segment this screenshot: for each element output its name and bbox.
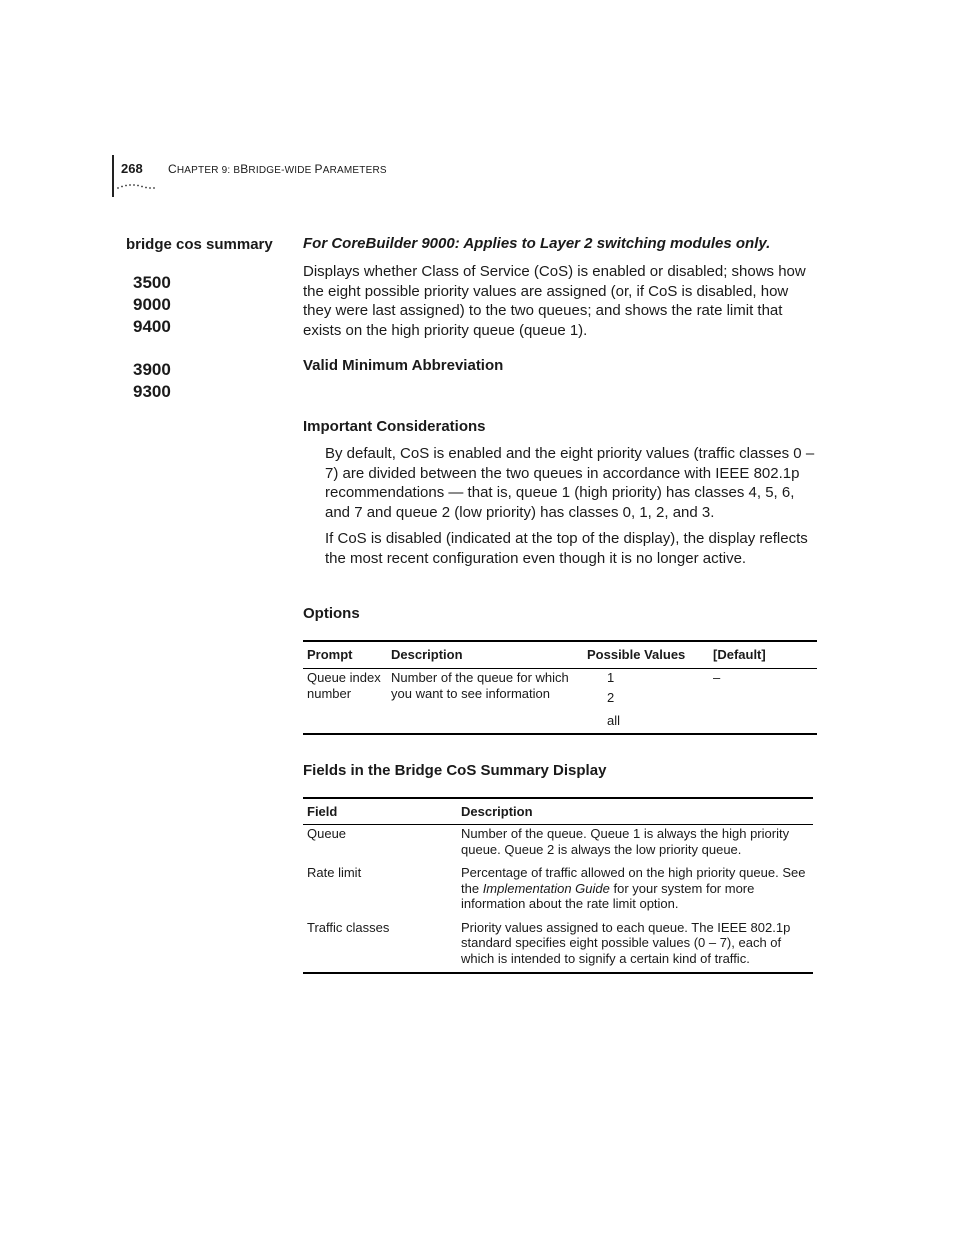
option-value: 1 [607, 670, 615, 685]
fields-header-description: Description [457, 798, 813, 825]
heading-fields: Fields in the Bridge CoS Summary Display [303, 762, 607, 779]
header-dots-ornament [116, 182, 156, 190]
applies-note: For CoreBuilder 9000: Applies to Layer 2 switching modules only. [303, 235, 771, 252]
options-header-default: [Default] [709, 641, 817, 669]
field-description: Number of the queue. Queue 1 is always the high priority queue. Queue 2 is always the low priority queue. [461, 826, 790, 857]
consideration-paragraph: By default, CoS is enabled and the eight priority values (traffic classes 0 – 7) are divided between the two queues in accordance with IEEE 802.1p recommendations — that is, queue 1 (high priority) has classes 4, 5, 6, and 7 and queue 2 (low priority) has classes 0, 1, 2, and 3. [325, 445, 815, 521]
consideration-paragraph: If CoS is disabled (indicated at the top of the display), the display reflects the most recent configuration even though it is no longer active. [325, 530, 808, 567]
table-row [303, 865, 813, 920]
heading-options: Options [303, 605, 360, 622]
page-number: 268 [121, 161, 143, 176]
fields-header-field: Field [303, 798, 457, 825]
chapter-title-b: B [240, 162, 249, 176]
platform-label: 3900 [133, 360, 171, 379]
chapter-title: CHAPTER 9: BBRIDGE-WIDE PARAMETERS [168, 162, 387, 176]
platform-label: 9300 [133, 382, 171, 401]
option-description: Number of the queue for which you want to see information [387, 669, 583, 734]
platform-label: 9000 [133, 295, 171, 314]
option-value: 2 [607, 689, 615, 705]
platform-label: 9400 [133, 317, 171, 336]
options-table [303, 640, 817, 735]
fields-table [303, 797, 813, 974]
options-header-prompt: Prompt [303, 641, 387, 669]
command-description: Displays whether Class of Service (CoS) is enabled or disabled; shows how the eight possible priority values are assigned (or, if CoS is disabled, how they were last assigned) to the two queues; and shows the rate limit that exists on the high priority queue (queue 1). [303, 263, 806, 339]
header-rule [112, 155, 114, 197]
options-header-values: Possible Values [583, 641, 709, 669]
option-values [583, 669, 709, 734]
options-header-description: Description [387, 641, 583, 669]
heading-considerations: Important Considerations [303, 418, 486, 435]
italic-title: Implementation Guide [482, 880, 610, 896]
table-row [303, 669, 817, 734]
field-name: Queue [307, 826, 347, 841]
field-name: Rate limit [307, 865, 362, 880]
field-description: Priority values assigned to each queue. The IEEE 802.1p standard specifies eight possible values (0 – 7), each of which is intended to signify a certain kind of traffic. [457, 920, 813, 974]
option-prompt: Queue index number [303, 669, 387, 734]
field-description: Percentage of traffic allowed on the high priority queue. See the Implementation Guide for your system for more information about the rate limit option. [461, 865, 806, 911]
command-name: bridge cos summary [126, 236, 273, 253]
table-row [303, 825, 813, 866]
table-row [303, 920, 813, 974]
option-default: – [709, 669, 817, 734]
platform-label: 3500 [133, 273, 171, 292]
option-value: all [607, 713, 621, 728]
heading-valid-min: Valid Minimum Abbreviation [303, 357, 504, 374]
field-name: Traffic classes [303, 920, 457, 974]
